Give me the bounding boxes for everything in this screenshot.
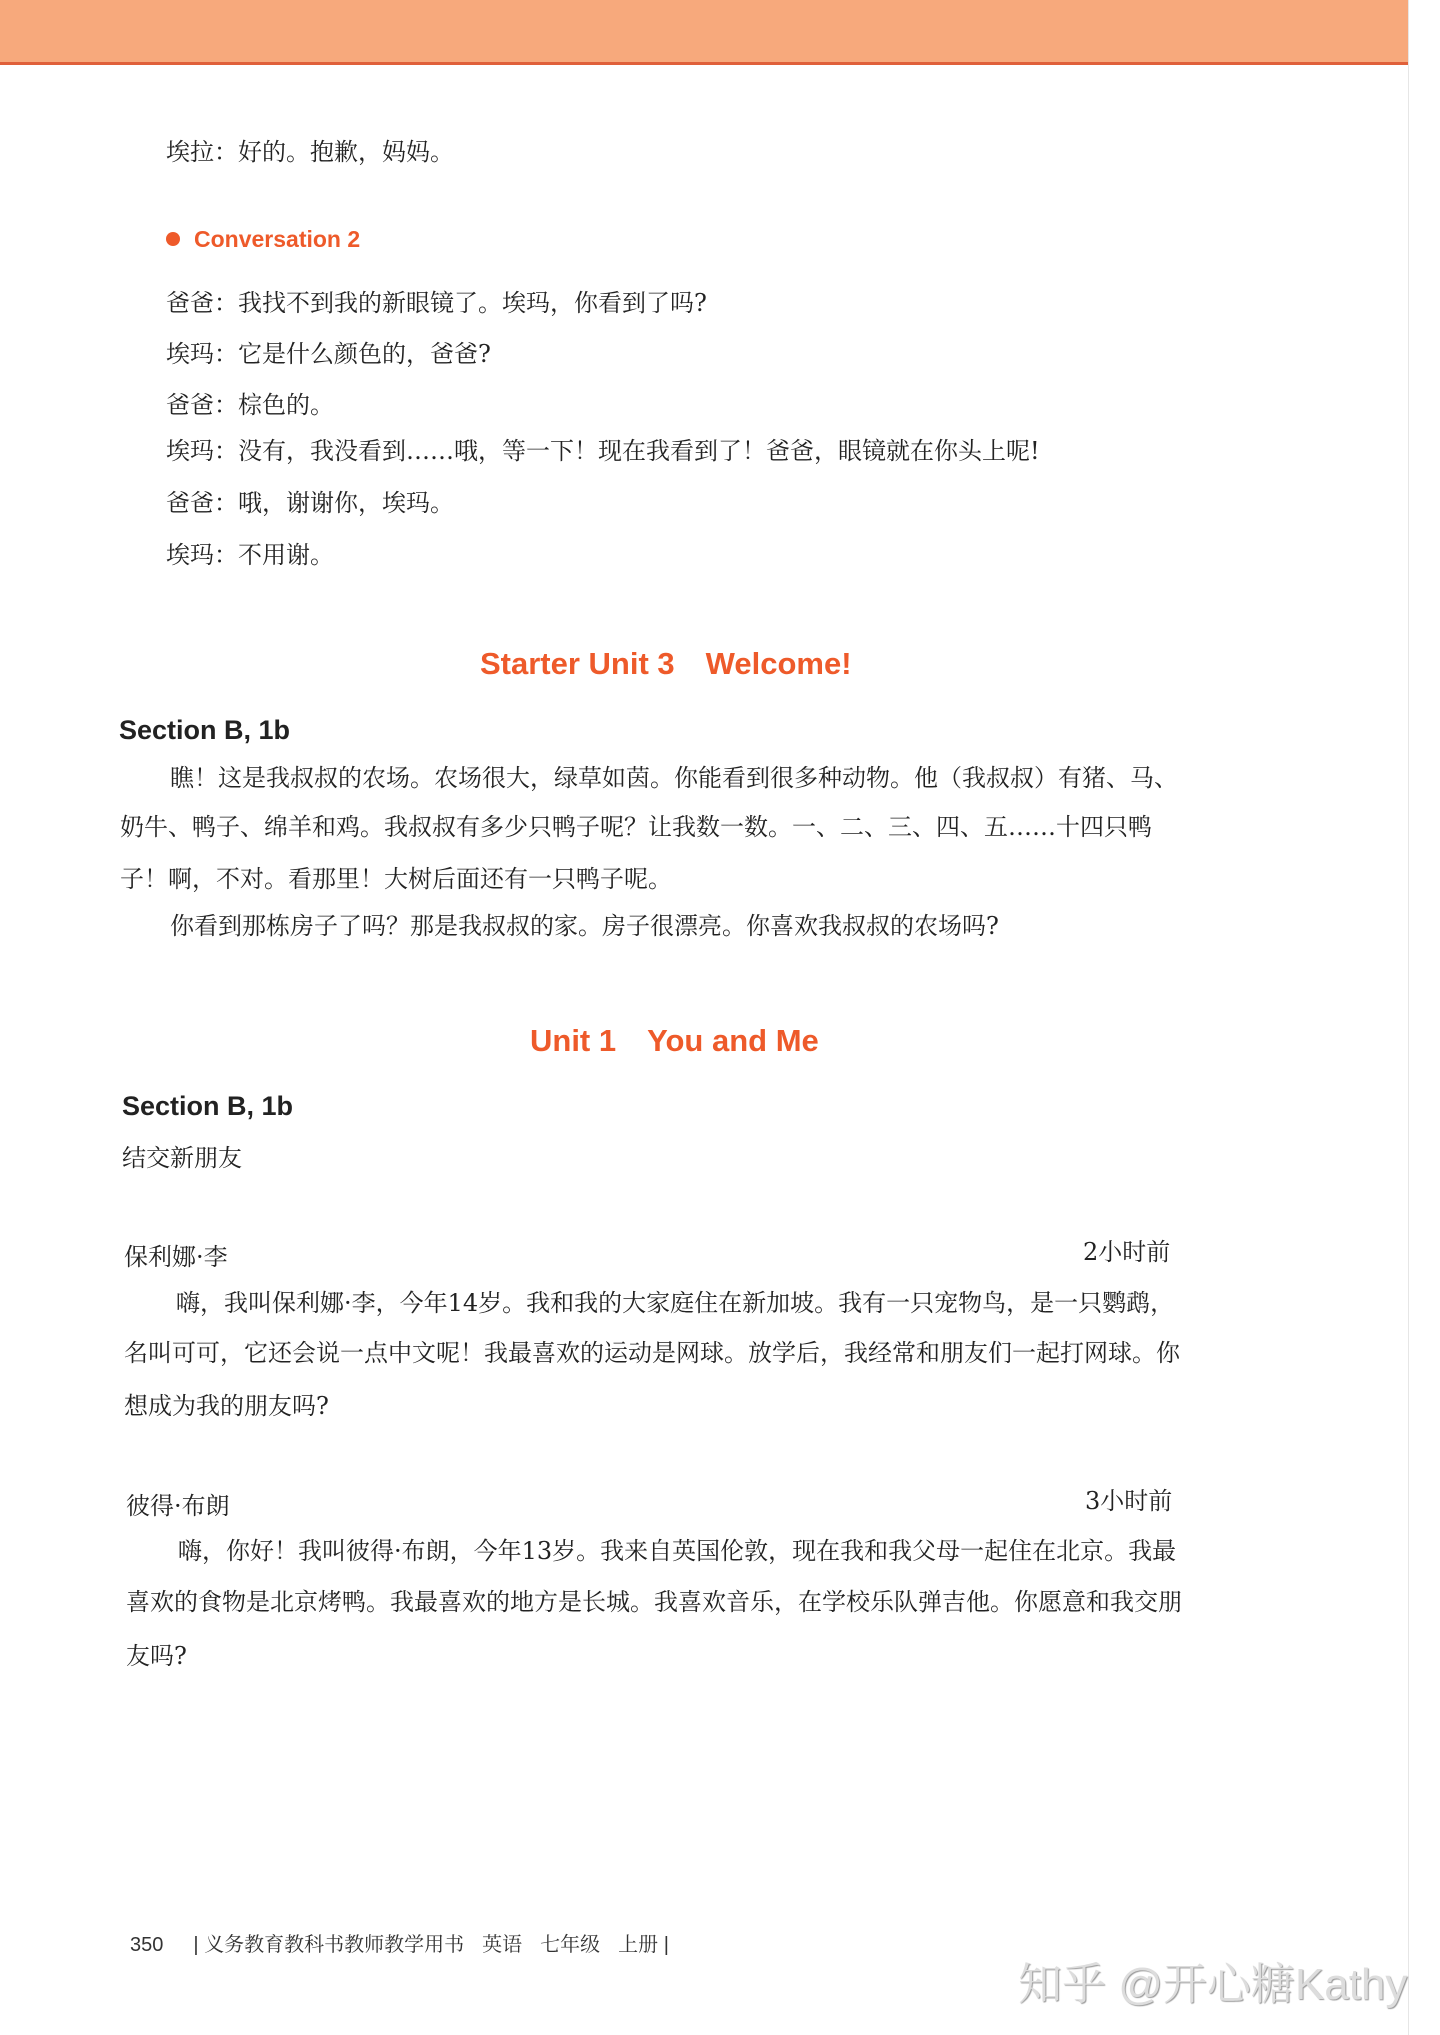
- section-subtitle: 结交新朋友: [122, 1144, 242, 1172]
- post-line: 嗨，你好！我叫彼得·布朗，今年13岁。我来自英国伦敦，现在我和我父母一起住在北京。我最: [178, 1537, 1177, 1565]
- dialogue-line: 埃玛：它是什么颜色的，爸爸?: [166, 340, 491, 368]
- watermark: 知乎 @开心糖Kathy: [1018, 1960, 1408, 2009]
- conversation-title: Conversation 2: [194, 226, 361, 252]
- paragraph-line: 你看到那栋房子了吗？那是我叔叔的家。房子很漂亮。你喜欢我叔叔的农场吗?: [170, 912, 999, 940]
- dialogue-line: 埃玛：没有，我没看到……哦，等一下！现在我看到了！爸爸，眼镜就在你头上呢!: [166, 437, 1040, 465]
- paragraph-line: 子！啊，不对。看那里！大树后面还有一只鸭子呢。: [120, 865, 672, 893]
- post-time: 3小时前: [1085, 1487, 1173, 1515]
- page-number: 350: [130, 1934, 164, 1956]
- dialogue-line: 爸爸：我找不到我的新眼镜了。埃玛，你看到了吗?: [166, 289, 707, 317]
- paragraph-line: 瞧！这是我叔叔的农场。农场很大，绿草如茵。你能看到很多种动物。他（我叔叔）有猪、马、: [170, 764, 1178, 792]
- volume: 上册 |: [618, 1934, 669, 1956]
- bullet-icon: [166, 232, 180, 246]
- header-band: [0, 0, 1408, 65]
- book-title: | 义务教育教科书教师教学用书: [193, 1934, 465, 1956]
- starter-unit-heading: Starter Unit 3 Welcome!: [480, 646, 852, 681]
- section-heading: Section B, 1b: [119, 715, 291, 745]
- intro-line: 埃拉：好的。抱歉，妈妈。: [166, 138, 454, 166]
- dialogue-line: 爸爸：哦，谢谢你，埃玛。: [166, 489, 454, 517]
- section-heading: Section B, 1b: [122, 1091, 294, 1121]
- post-author: 保利娜·李: [124, 1243, 228, 1271]
- page-edge: [1408, 0, 1409, 2035]
- post-line: 名叫可可，它还会说一点中文呢！我最喜欢的运动是网球。放学后，我经常和朋友们一起打网球。你: [124, 1339, 1180, 1367]
- grade: 七年级: [540, 1934, 601, 1956]
- page-footer: [130, 1928, 687, 1957]
- post-time: 2小时前: [1083, 1238, 1171, 1266]
- post-author: 彼得·布朗: [126, 1492, 230, 1520]
- subject: 英语: [482, 1934, 523, 1956]
- post-line: 想成为我的朋友吗?: [124, 1392, 329, 1420]
- post-line: 友吗?: [126, 1642, 187, 1670]
- post-line: 嗨，我叫保利娜·李，今年14岁。我和我的大家庭住在新加坡。我有一只宠物鸟，是一只鹦鹉，: [176, 1289, 1175, 1317]
- dialogue-line: 爸爸：棕色的。: [166, 391, 334, 419]
- unit-heading: Unit 1 You and Me: [530, 1023, 819, 1058]
- paragraph-line: 奶牛、鸭子、绵羊和鸡。我叔叔有多少只鸭子呢？让我数一数。一、二、三、四、五……十四只鸭: [120, 813, 1152, 841]
- dialogue-line: 埃玛：不用谢。: [166, 541, 334, 569]
- post-line: 喜欢的食物是北京烤鸭。我最喜欢的地方是长城。我喜欢音乐，在学校乐队弹吉他。你愿意和我交朋: [126, 1588, 1182, 1616]
- conversation-heading: [166, 226, 360, 253]
